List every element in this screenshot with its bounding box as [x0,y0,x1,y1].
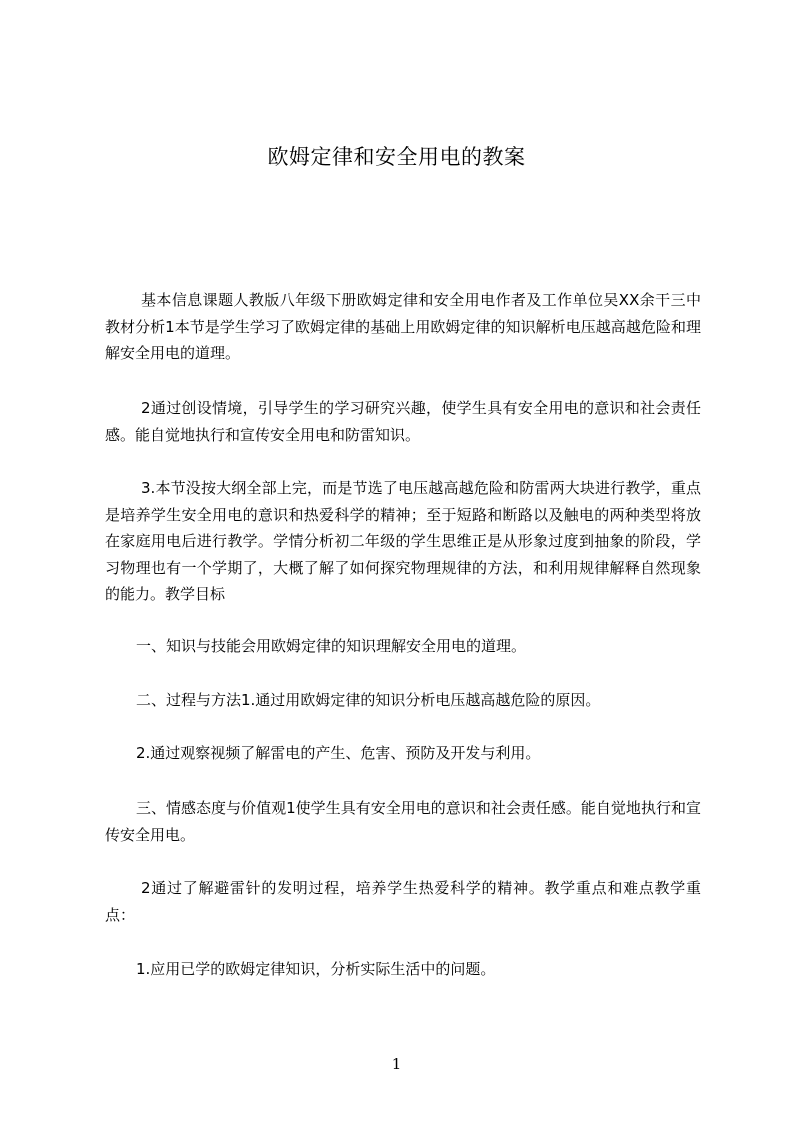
paragraph-process-method: 二、过程与方法1.通过用欧姆定律的知识分析电压越高越危险的原因。 [136,691,601,709]
document-title: 欧姆定律和安全用电的教案 [267,145,526,169]
paragraph-key-point-1: 1.应用已学的欧姆定律知识，分析实际生活中的问题。 [136,960,496,978]
paragraph-emotion-attitude: 三、情感态度与价值观1使学生具有安全用电的意识和社会责任感。能自觉地执行和宣传安全用电。 [105,799,701,844]
page-number: 1 [391,1055,402,1073]
paragraph-goal-3: 3.本节没按大纲全部上完，而是节选了电压越高越危险和防雷两大块进行教学，重点是培养学生安全用电的意识和热爱科学的精神；至于短路和断路以及触电的两种类型将放在家庭用电后进行教学。学情分析初二年级的学生思维正是从形象过度到抽象的阶段，学习物理也有一个学期了，大概了解了如何探究物理规律的方法，和利用规律解释自然现象的能力。教学目标 [105,479,701,603]
paragraph-basic-info: 基本信息课题人教版八年级下册欧姆定律和安全用电作者及工作单位吴XX余干三中教材分析1本节是学生学习了欧姆定律的基础上用欧姆定律的知识解析电压越高越危险和理解安全用电的道理。 [105,291,701,362]
paragraph-knowledge-skills: 一、知识与技能会用欧姆定律的知识理解安全用电的道理。 [136,637,527,655]
paragraph-goal-2: 2通过创设情境，引导学生的学习研究兴趣，使学生具有安全用电的意识和社会责任感。能自觉地执行和宣传安全用电和防雷知识。 [105,399,701,444]
paragraph-lightning-rod: 2通过了解避雷针的发明过程，培养学生热爱科学的精神。教学重点和难点教学重点： [105,879,701,924]
paragraph-observe-video: 2.通过观察视频了解雷电的产生、危害、预防及开发与利用。 [136,744,541,762]
